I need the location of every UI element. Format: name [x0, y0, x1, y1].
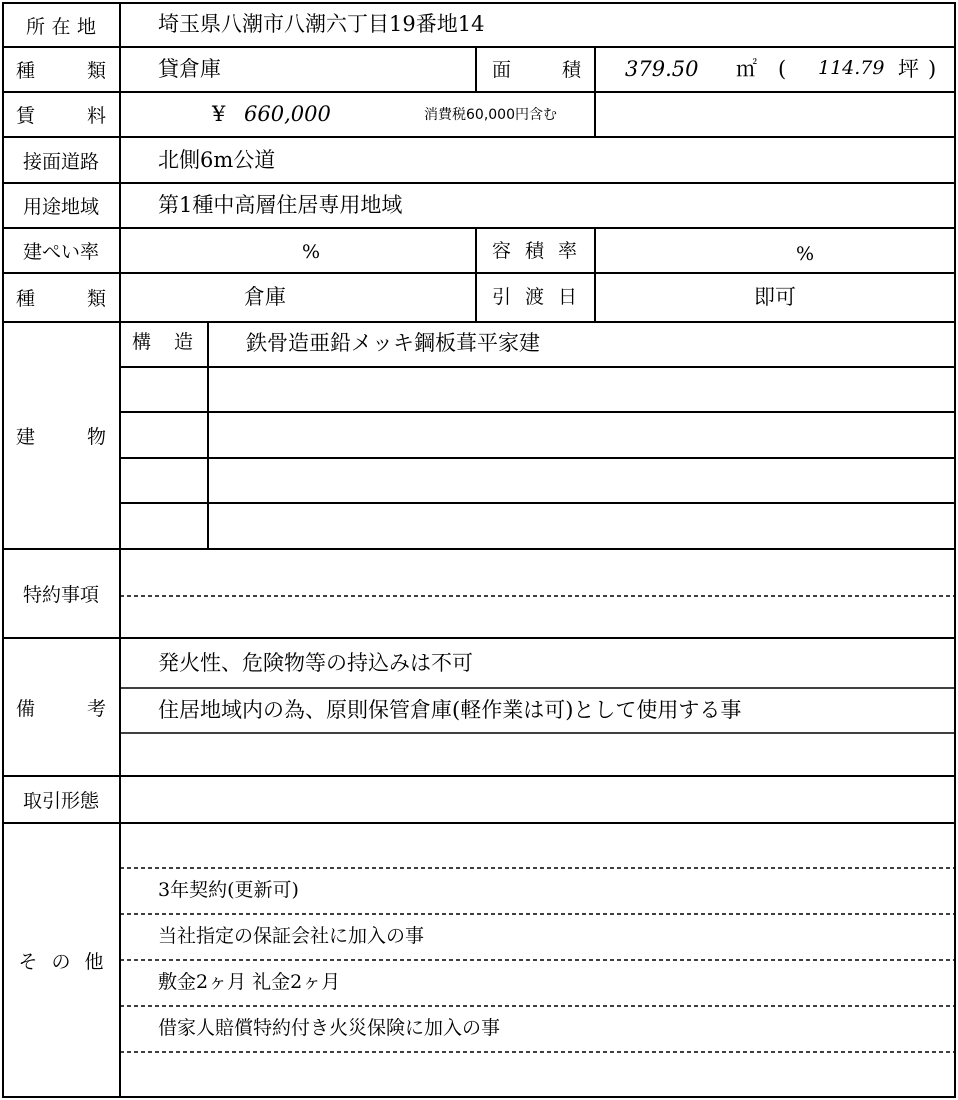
tsubo-unit: 坪 — [898, 57, 919, 81]
structure-label-1: 構 — [132, 331, 152, 353]
rent-tax-note: 消費税60,000円含む — [424, 107, 557, 123]
special-terms-label: 特約事項 — [22, 584, 99, 606]
remarks-line-1: 発火性、危険物等の持込みは不可 — [158, 651, 473, 675]
road-value: 北側6m公道 — [158, 148, 276, 172]
area-tsubo: 114.79 — [818, 57, 885, 79]
road-label: 接面道路 — [22, 150, 99, 173]
handover-label-1: 引 — [492, 286, 512, 308]
coverage-label: 建ぺい率 — [22, 241, 99, 263]
location-value: 埼玉県八潮市八潮六丁目19番地14 — [158, 12, 485, 36]
handover-value: 即可 — [754, 285, 796, 309]
handover-label-2: 渡 — [525, 286, 545, 308]
building-label: 建 物 — [16, 426, 106, 448]
transaction-label: 取引形態 — [22, 790, 99, 812]
area-sqm: 379.50 — [625, 57, 699, 81]
far-label-1: 容 — [492, 240, 512, 262]
rent-yen: ¥ — [212, 102, 226, 126]
far-label-2: 積 — [525, 240, 545, 262]
rent-amount: 660,000 — [244, 102, 331, 126]
zoning-value: 第1種中高層住居専用地域 — [158, 193, 403, 217]
type-value: 貸倉庫 — [158, 57, 221, 81]
remarks-label: 備 考 — [16, 697, 106, 720]
structure-value: 鉄骨造亜鉛メッキ鋼板葺平家建 — [246, 331, 540, 355]
type-label: 種 類 — [16, 60, 106, 82]
coverage-unit: % — [302, 241, 321, 263]
area-label-1: 面 — [492, 59, 512, 81]
location-label: 所 在 地 — [26, 15, 96, 38]
other-line-1: 3年契約(更新可) — [158, 879, 299, 901]
other-line-3: 敷金2ヶ月 礼金2ヶ月 — [158, 971, 341, 993]
handover-label-3: 日 — [558, 286, 578, 308]
remarks-line-2: 住居地域内の為、原則保管倉庫(軽作業は可)として使用する事 — [158, 698, 742, 722]
structure-label-2: 造 — [174, 331, 194, 353]
other-label: そ の 他 — [18, 950, 104, 973]
far-unit: % — [796, 243, 815, 265]
other-line-4: 借家人賠償特約付き火災保険に加入の事 — [158, 1017, 501, 1039]
rent-label: 賃 料 — [16, 105, 106, 127]
type2-value: 倉庫 — [244, 285, 286, 309]
paren-close: ) — [928, 57, 937, 81]
other-line-2: 当社指定の保証会社に加入の事 — [158, 925, 425, 947]
area-label-2: 積 — [562, 59, 582, 81]
far-label-3: 率 — [558, 240, 578, 262]
area-unit: ㎡ — [736, 57, 757, 81]
paren-open: ( — [778, 57, 787, 81]
zoning-label: 用途地域 — [22, 196, 99, 218]
type2-label: 種 類 — [16, 288, 106, 310]
